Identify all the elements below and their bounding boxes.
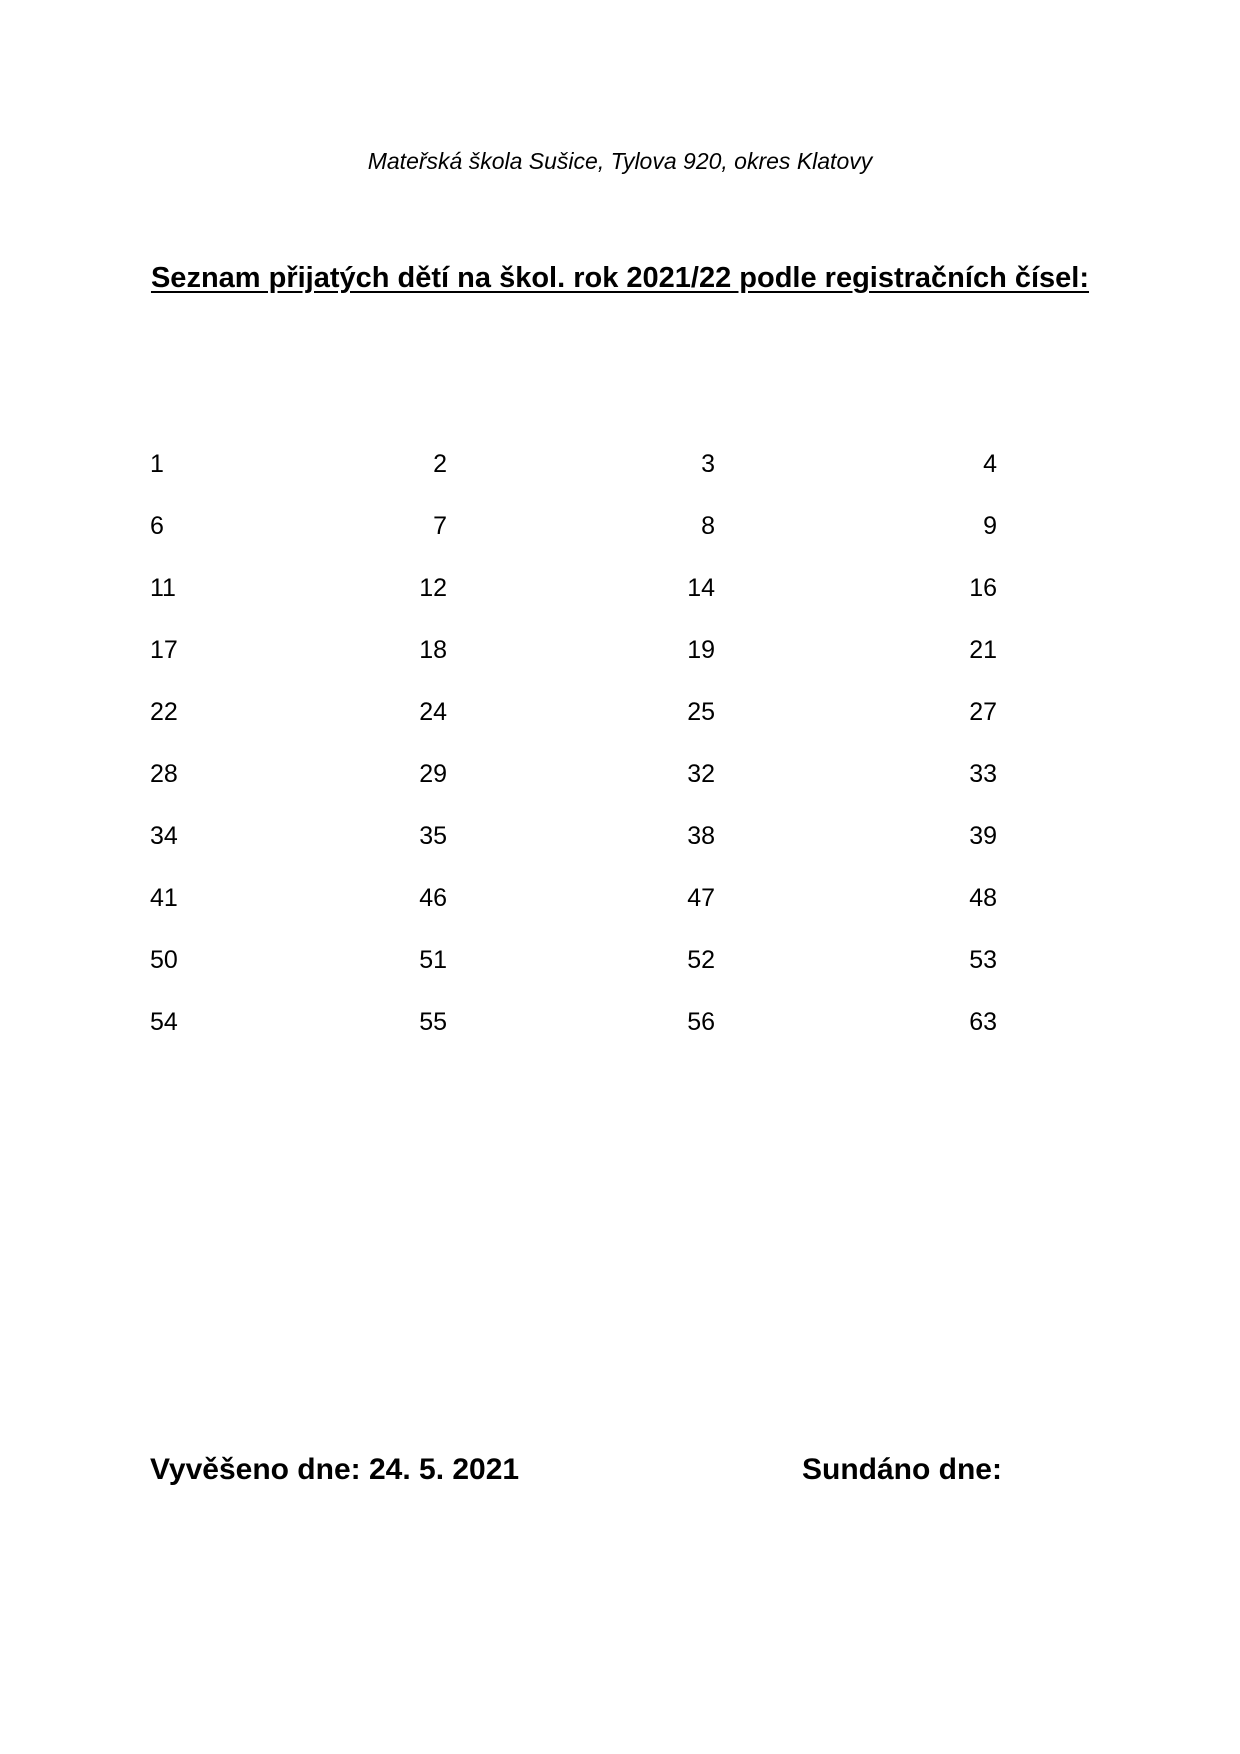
- registration-number: 21: [969, 636, 997, 664]
- registration-number: 16: [969, 574, 997, 602]
- registration-number: 25: [687, 698, 715, 726]
- table-row: [150, 760, 1000, 822]
- registration-number: 55: [419, 1008, 447, 1036]
- registration-number: 9: [983, 512, 997, 540]
- registration-number: 33: [969, 760, 997, 788]
- registration-number: 35: [419, 822, 447, 850]
- registration-number: 27: [969, 698, 997, 726]
- table-row: [150, 698, 1000, 760]
- registration-number: 24: [419, 698, 447, 726]
- institution-header: Mateřská škola Sušice, Tylova 920, okres Klatovy: [367, 148, 873, 174]
- registration-number: 52: [687, 946, 715, 974]
- table-row: [150, 946, 1000, 1008]
- registration-number: 29: [419, 760, 447, 788]
- registration-number: 32: [687, 760, 715, 788]
- registration-number: 28: [150, 760, 178, 788]
- registration-number: 41: [150, 884, 178, 912]
- registration-number: 8: [701, 512, 715, 540]
- registration-number: 14: [687, 574, 715, 602]
- registration-number: 12: [419, 574, 447, 602]
- registration-number: 48: [969, 884, 997, 912]
- registration-number: 18: [419, 636, 447, 664]
- registration-number: 22: [150, 698, 178, 726]
- table-row: [150, 636, 1000, 698]
- posted-date: Vyvěšeno dne: 24. 5. 2021: [150, 1453, 520, 1486]
- registration-number: 3: [701, 450, 715, 478]
- registration-number: 7: [433, 512, 447, 540]
- registration-number: 19: [687, 636, 715, 664]
- table-row: [150, 574, 1000, 636]
- registration-number: 54: [150, 1008, 178, 1036]
- registration-number: 51: [419, 946, 447, 974]
- registration-number: 47: [687, 884, 715, 912]
- document-title: Seznam přijatých dětí na škol. rok 2021/22 podle registračních čísel:: [150, 262, 1090, 294]
- registration-number: 11: [150, 574, 176, 602]
- removed-date: Sundáno dne:: [802, 1453, 1002, 1486]
- registration-number: 53: [969, 946, 997, 974]
- registration-number: 34: [150, 822, 178, 850]
- registration-number: 56: [687, 1008, 715, 1036]
- registration-number: 46: [419, 884, 447, 912]
- registration-number: 38: [687, 822, 715, 850]
- registration-number: 1: [150, 450, 164, 478]
- table-row: [150, 822, 1000, 884]
- registration-number: 6: [150, 512, 164, 540]
- registration-number: 2: [433, 450, 447, 478]
- table-row: [150, 450, 1000, 512]
- registration-number: 39: [969, 822, 997, 850]
- table-row: [150, 512, 1000, 574]
- table-row: [150, 884, 1000, 946]
- registration-number: 50: [150, 946, 178, 974]
- registration-number-grid: [150, 450, 1000, 1070]
- registration-number: 17: [150, 636, 178, 664]
- registration-number: 63: [969, 1008, 997, 1036]
- registration-number: 4: [983, 450, 997, 478]
- table-row: [150, 1008, 1000, 1070]
